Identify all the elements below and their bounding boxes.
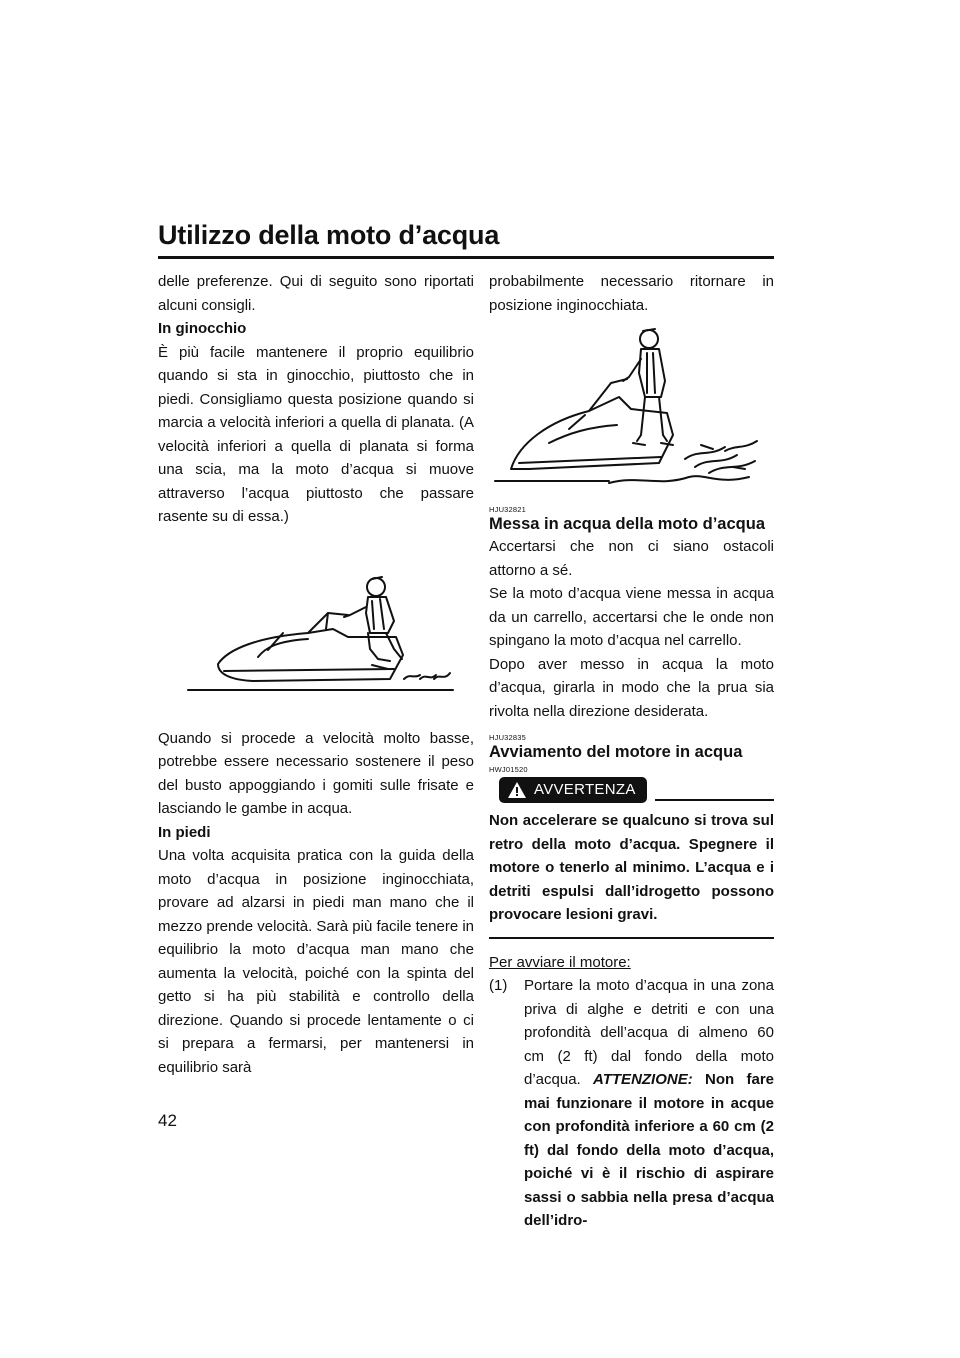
warning-code: HWJ01520 <box>489 765 528 774</box>
left-column <box>158 270 474 1079</box>
warning-icon <box>507 781 527 799</box>
warning-rule <box>655 799 774 801</box>
warning-text: Non accelerare se qualcuno si trova sul retro della moto d’acqua. Spegnere il motore o tenerlo al minimo. L’acqua e i detriti espulsi dall’idrogetto possono provocare lesioni gravi. <box>489 812 774 923</box>
step-text <box>524 974 774 1233</box>
low-speed-paragraph: Quando si procede a velocità molto basse, potrebbe essere necessario sostenere il peso del busto appoggiando i gomiti sulle frisate e lasciando le gambe in acqua. <box>158 729 474 817</box>
step-number: (1) <box>489 977 508 994</box>
warning-header <box>489 777 774 803</box>
title-rule <box>158 256 774 259</box>
warning-rule-bottom <box>489 937 774 939</box>
step-instruction: Portare la moto d’acqua in una zona priva di alghe e detriti e con una profondità dell’acqua di almeno 60 cm (2 ft) dal fondo della moto d’acqua. <box>524 977 774 1088</box>
kneeling-rider-illustration <box>158 529 458 727</box>
page-number: 42 <box>158 1111 177 1130</box>
kneeling-subtitle: In ginocchio <box>158 320 247 337</box>
start-engine-heading: Avviamento del motore in acqua <box>489 743 743 761</box>
caution-text: Non fare mai funzionare il motore in acque con profondità inferiore a 60 cm (2 ft) dal fondo della moto d’acqua, poiché vi è il rischio di aspirare sassi o sabbia nella presa d’acqua dell’idro- <box>524 1071 774 1229</box>
right-column <box>489 270 774 1233</box>
launch-paragraph-2: Se la moto d’acqua viene messa in acqua da un carrello, accertarsi che le onde non spingano la moto d’acqua nel carrello. <box>489 585 774 649</box>
start-procedure-title: Per avviare il motore: <box>489 953 631 971</box>
section-code: HJU32835 <box>489 733 527 742</box>
page-title: Utilizzo della moto d’acqua <box>158 220 500 250</box>
standing-paragraph: Una volta acquisita pratica con la guida della moto d’acqua in posizione inginocchiata, provare ad alzarsi in piedi man mano che il mezzo prende velocità. Sarà più facile tenere in equilibrio la moto d’acqua man mano che aumenta la velocità, poiché con la spinta del getto si ha più stabilità e controllo della direzione. Quando si procede lentamente o ci si prepara a fermarsi, per mantenersi in equilibrio sarà <box>158 847 475 1076</box>
warning-label: AVVERTENZA <box>534 781 636 798</box>
launch-heading: Messa in acqua della moto d’acqua <box>489 515 765 533</box>
step-item <box>489 974 774 1233</box>
section-code: HJU32821 <box>489 505 527 514</box>
intro-paragraph: delle preferenze. Qui di seguito sono riportati alcuni consigli. <box>158 273 474 314</box>
standing-subtitle: In piedi <box>158 823 211 841</box>
launch-paragraph-1: Accertarsi che non ci siano ostacoli attorno a sé. <box>489 538 774 579</box>
caution-label: ATTENZIONE: <box>593 1071 693 1088</box>
warning-badge <box>499 777 647 803</box>
standing-rider-illustration <box>489 317 774 495</box>
launch-paragraph-3: Dopo aver messo in acqua la moto d’acqua, girarla in modo che la prua sia rivolta nella direzione desiderata. <box>489 655 774 720</box>
kneeling-paragraph: È più facile mantenere il proprio equilibrio quando si sta in ginocchio, piuttosto che in piedi. Consigliamo questa posizione quando si marcia a velocità inferiori a quella di planata. (A velocità inferiori a quella di planata si forma una scia, ma la moto d’acqua si muove attraverso l’acqua piuttosto che passare rasente su di essa.) <box>158 343 474 525</box>
continuation-paragraph: probabilmente necessario ritornare in posizione inginocchiata. <box>489 273 774 314</box>
